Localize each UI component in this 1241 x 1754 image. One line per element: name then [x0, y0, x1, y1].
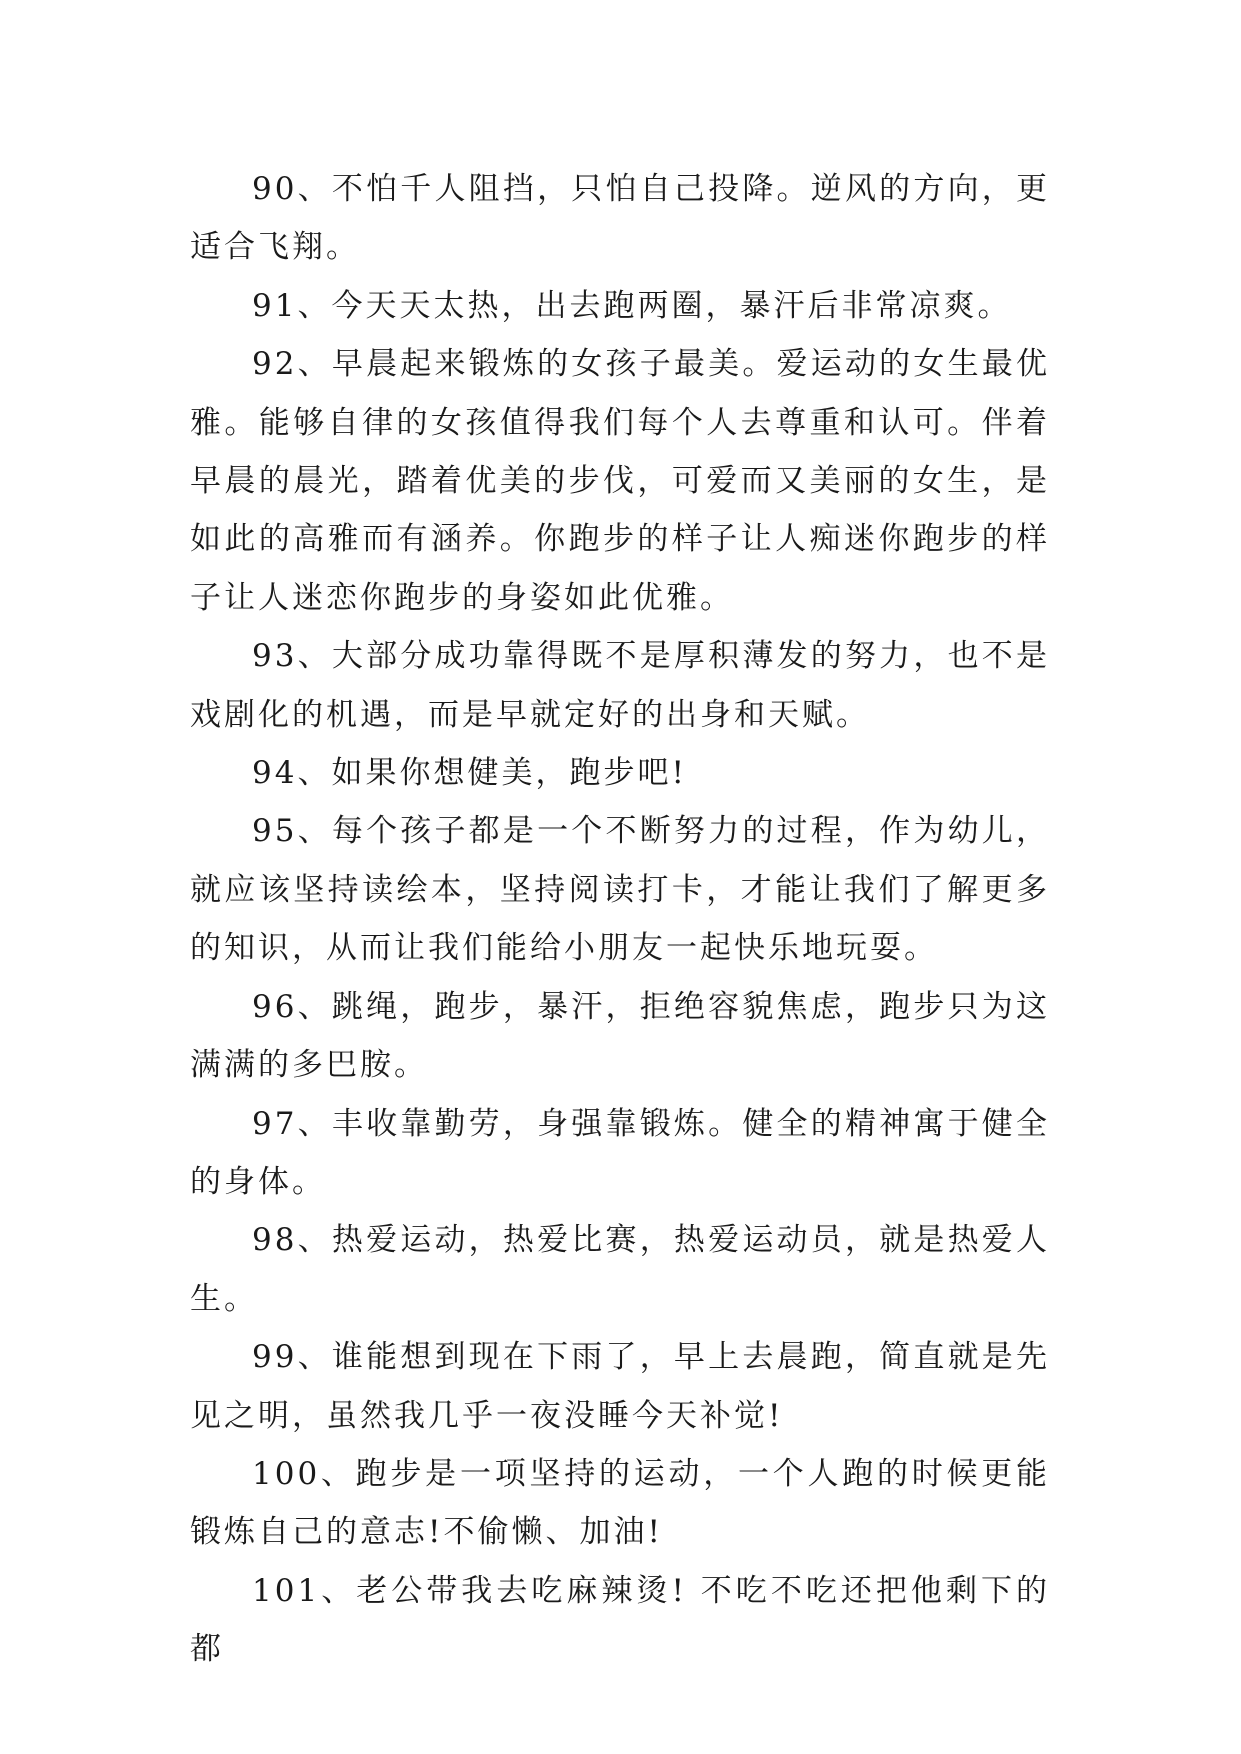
- paragraph-91: 91、今天天太热，出去跑两圈，暴汗后非常凉爽。: [252, 287, 1012, 324]
- paragraph-100: 100、跑步是一项坚持的运动，一个人跑的时候更能锻炼自己的意志!不偷懒、加油!: [190, 1455, 1050, 1551]
- paragraph-96: 96、跳绳，跑步，暴汗，拒绝容貌焦虑，跑步只为这满满的多巴胺。: [190, 988, 1050, 1084]
- document-body: [190, 160, 1050, 1679]
- paragraph-94: 94、如果你想健美，跑步吧!: [252, 755, 687, 792]
- paragraph-95: 95、每个孩子都是一个不断努力的过程，作为幼儿，就应该坚持读绘本，坚持阅读打卡，才能让我们了解更多的知识，从而让我们能给小朋友一起快乐地玩耍。: [190, 813, 1050, 967]
- paragraph-92: 92、早晨起来锻炼的女孩子最美。爱运动的女生最优雅。能够自律的女孩值得我们每个人去尊重和认可。伴着早晨的晨光，踏着优美的步伐，可爱而又美丽的女生，是如此的高雅而有涵养。你跑步的样子让人痴迷你跑步的样子让人迷恋你跑步的身姿如此优雅。: [190, 346, 1050, 616]
- paragraph-93: 93、大部分成功靠得既不是厚积薄发的努力，也不是戏剧化的机遇，而是早就定好的出身和天赋。: [190, 638, 1050, 733]
- paragraph-98: 98、热爱运动，热爱比赛，热爱运动员，就是热爱人生。: [190, 1222, 1050, 1317]
- paragraph-97: 97、丰收靠勤劳，身强靠锻炼。健全的精神寓于健全的身体。: [190, 1105, 1050, 1200]
- paragraph-90: 90、不怕千人阻挡，只怕自己投降。逆风的方向，更适合飞翔。: [190, 171, 1050, 266]
- paragraph-99: 99、谁能想到现在下雨了，早上去晨跑，简直就是先见之明，虽然我几乎一夜没睡今天补觉!: [190, 1339, 1050, 1434]
- paragraph-101: 101、老公带我去吃麻辣烫! 不吃不吃还把他剩下的都: [190, 1572, 1050, 1668]
